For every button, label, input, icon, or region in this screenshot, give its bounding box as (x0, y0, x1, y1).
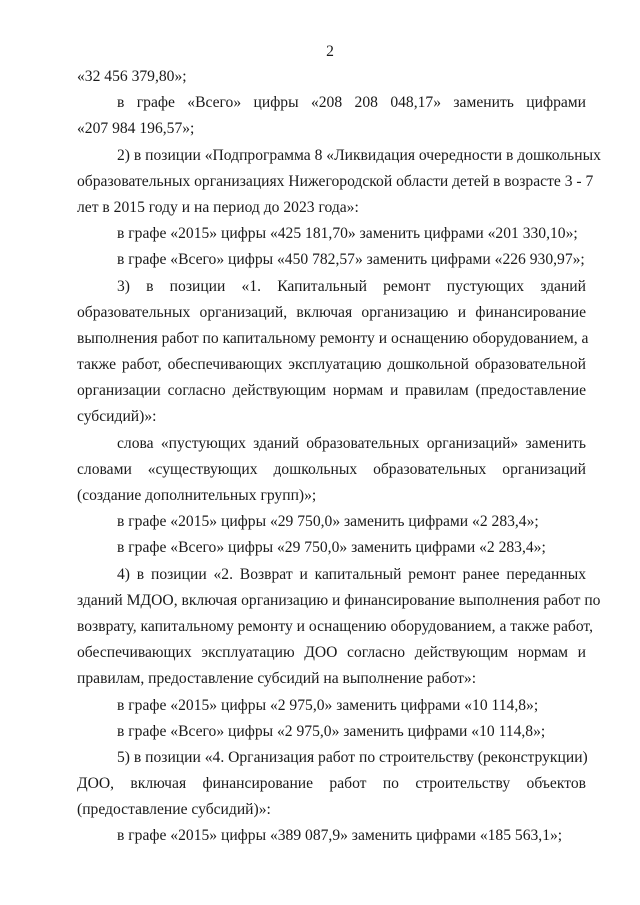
text-line: образовательных организациях Нижегородской области детей в возрасте 3 - 7 (77, 172, 594, 190)
text-line: в графе «2015» цифры «29 750,0» заменить цифрами «2 283,4»; (117, 513, 539, 531)
text-line: также работ, обеспечивающих эксплуатацию дошкольной образовательной (77, 356, 586, 374)
text-line: «207 984 196,57»; (77, 120, 195, 138)
text-line: словами «существующих дошкольных образовательных организаций (77, 460, 586, 478)
text-line: правилам, предоставление субсидий на выполнение работ»: (77, 670, 477, 688)
text-line: 5) в позиции «4. Организация работ по строительству (реконструкции) (117, 748, 588, 766)
text-line: ДОО, включая финансирование работ по строительству объектов (77, 775, 586, 793)
text-line: организации согласно действующим нормам и правилам (предоставление (77, 382, 586, 400)
document-body (77, 64, 601, 850)
text-line: выполнения работ по капитальному ремонту и оснащению оборудованием, а (77, 329, 589, 347)
text-line: 3) в позиции «1. Капитальный ремонт пустующих зданий (117, 277, 586, 295)
text-line: в графе «2015» цифры «389 087,9» заменить цифрами «185 563,1»; (117, 827, 563, 845)
text-line: в графе «Всего» цифры «450 782,57» заменить цифрами «226 930,97»; (117, 251, 585, 269)
page-number: 2 (326, 43, 334, 60)
text-line: образовательных организаций, включая организацию и финансирование (77, 303, 586, 321)
text-line: субсидий)»: (77, 408, 157, 426)
text-line: (создание дополнительных групп)»; (77, 487, 317, 504)
text-line: в графе «2015» цифры «425 181,70» заменить цифрами «201 330,10»; (117, 225, 578, 243)
text-line: зданий МДОО, включая организацию и финансирование выполнения работ по (77, 591, 601, 609)
text-line: обеспечивающих эксплуатацию ДОО согласно действующим нормам и (77, 644, 586, 662)
text-line: 2) в позиции «Подпрограмма 8 «Ликвидация очередности в дошкольных (117, 146, 601, 164)
text-line: «32 456 379,80»; (77, 68, 187, 85)
text-line: возврату, капитальному ремонту и оснащению оборудованием, а также работ, (77, 617, 593, 635)
text-line: (предоставление субсидий)»: (77, 801, 271, 819)
text-line: слова «пустующих зданий образовательных организаций» заменить (117, 434, 586, 452)
text-line: 4) в позиции «2. Возврат и капитальный ремонт ранее переданных (117, 565, 586, 583)
text-line: в графе «2015» цифры «2 975,0» заменить цифрами «10 114,8»; (117, 696, 539, 714)
text-line: лет в 2015 году и на период до 2023 года»: (77, 198, 359, 216)
text-line: в графе «Всего» цифры «29 750,0» заменить цифрами «2 283,4»; (117, 539, 546, 557)
text-line: в графе «Всего» цифры «208 208 048,17» заменить цифрами (117, 94, 586, 112)
text-line: в графе «Всего» цифры «2 975,0» заменить цифрами «10 114,8»; (117, 722, 546, 740)
